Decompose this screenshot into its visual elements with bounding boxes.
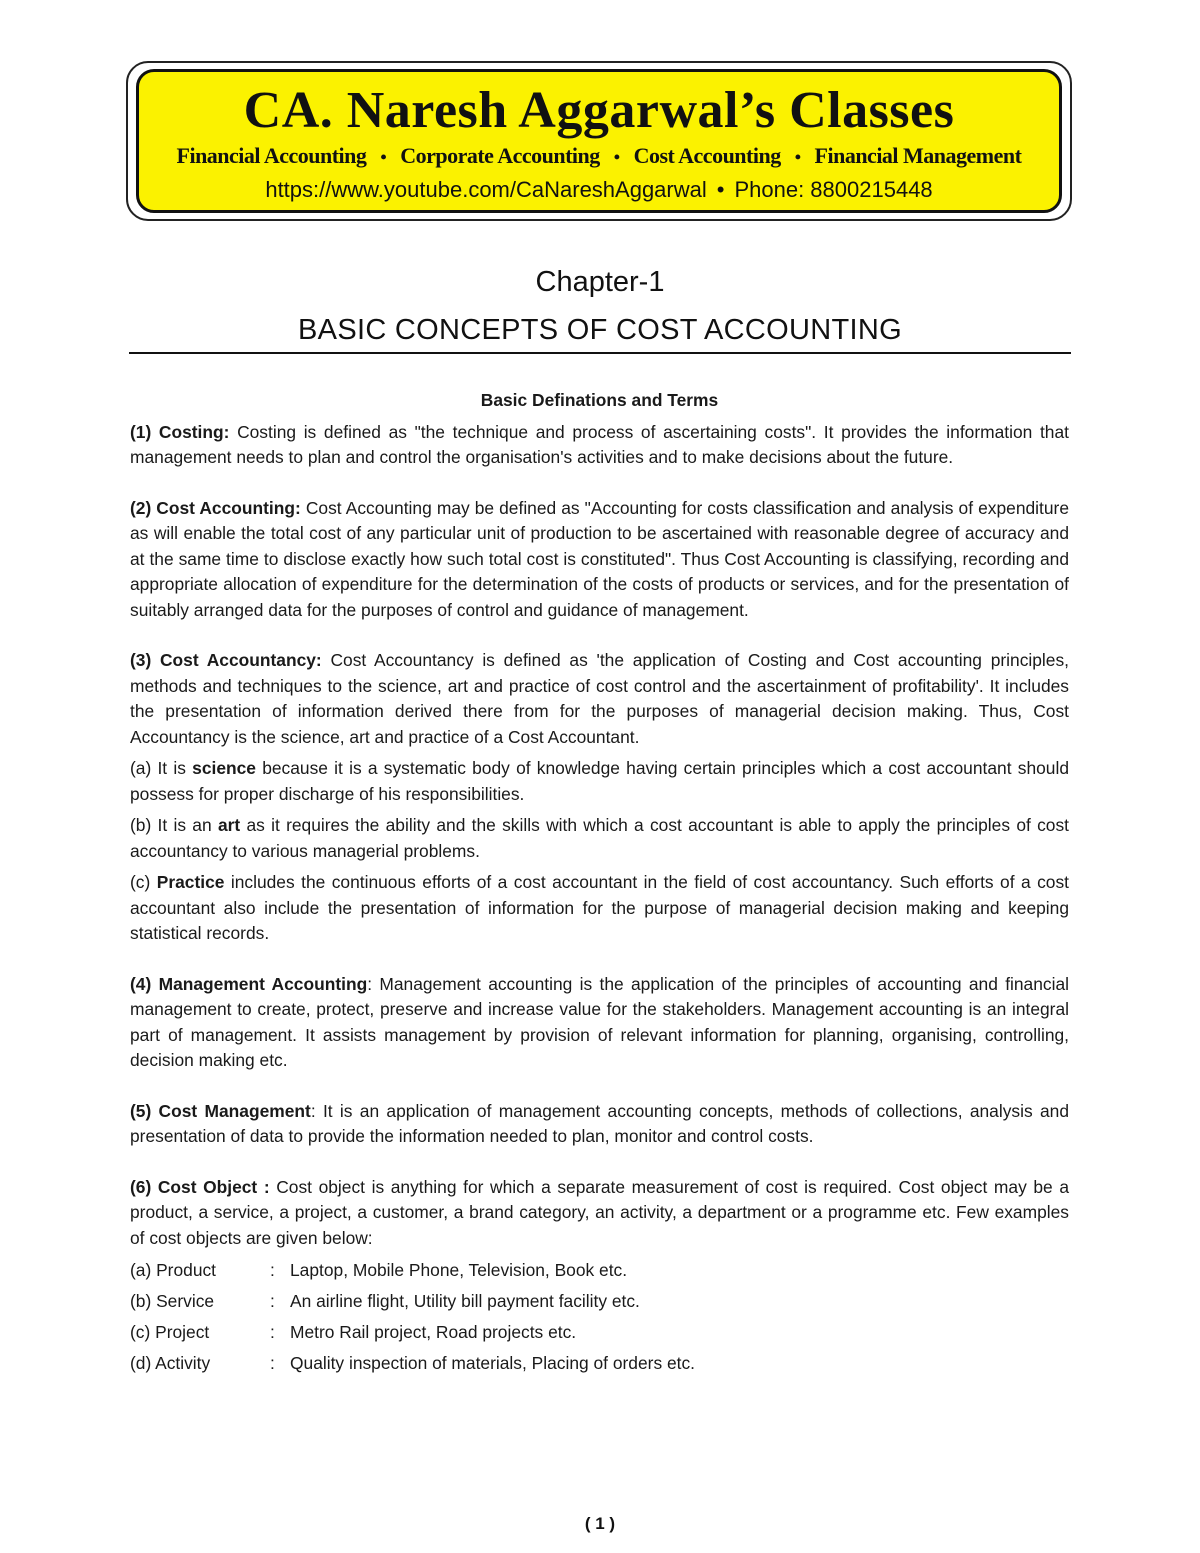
bullet-icon: • <box>380 147 387 167</box>
example-label: (a) Product <box>130 1260 217 1280</box>
definition-term: (4) Management Accounting <box>130 973 368 994</box>
example-colon: : <box>270 1353 275 1373</box>
definition-term: (2) Cost Accounting: <box>130 497 301 518</box>
chapter-title: BASIC CONCEPTS OF COST ACCOUNTING <box>298 314 902 346</box>
example-label: (c) Project <box>130 1322 210 1342</box>
bullet-icon: • <box>716 177 725 202</box>
page-number: ( 1 ) <box>584 1514 616 1533</box>
definition-cost-accounting <box>130 496 1069 624</box>
phone-number: Phone: 8800215448 <box>734 177 933 202</box>
subject-corporate-accounting: Corporate Accounting <box>400 143 600 168</box>
example-colon: : <box>270 1291 275 1311</box>
example-value: An airline flight, Utility bill payment facility etc. <box>290 1291 640 1311</box>
section-heading: Basic Definations and Terms <box>480 390 719 410</box>
bullet-icon: • <box>613 147 620 167</box>
document-body <box>130 388 1069 1379</box>
definition-text: Cost object is anything for which a separate measurement of cost is required. Cost object may be a product, a service, a project, a customer, a brand category, an activity, a department or a programme etc. Few examples of cost objects are given below: <box>130 1176 1069 1248</box>
definition-text: Costing is defined as "the technique and process of ascertaining costs". It provides the information that management needs to plan and control the organisation's activities and to make decisions about the future. <box>130 421 1069 467</box>
example-colon: : <box>270 1322 275 1342</box>
example-value: Laptop, Mobile Phone, Television, Book etc. <box>290 1260 628 1280</box>
definition-term: (1) Costing: <box>130 421 230 442</box>
item-prefix: (a) It is <box>130 758 193 778</box>
chapter-label: Chapter-1 <box>535 266 665 298</box>
definition-term: (5) Cost Management <box>130 1100 311 1121</box>
definition-costing <box>130 420 1069 471</box>
banner-contact <box>139 175 1059 205</box>
example-label: (d) Activity <box>130 1353 211 1373</box>
banner-title: CA. Naresh Aggarwal’s Classes <box>243 82 955 139</box>
item-term: art <box>217 815 241 835</box>
example-colon: : <box>270 1260 275 1280</box>
youtube-link[interactable]: https://www.youtube.com/CaNareshAggarwal <box>265 177 707 202</box>
item-term: science <box>192 758 256 778</box>
definition-text: Cost Accountancy is defined as 'the application of Costing and Cost accounting principles, methods and techniques to the science, art and practice of cost control and the ascertainment of profitability'. It includes the presentation of information derived there from for the purposes of managerial decision making. Thus, Cost Accountancy is the science, art and practice of a Cost Accountant. <box>130 650 1069 747</box>
definition-term: (6) Cost Object : <box>130 1176 270 1197</box>
example-value: Quality inspection of materials, Placing of orders etc. <box>290 1353 696 1373</box>
item-text: includes the continuous efforts of a cost accountant in the field of cost accountancy. Such efforts of a cost accountant also include the presentation of information for the purpose of managerial decision making and keeping statistical records. <box>130 872 1069 943</box>
bullet-icon: • <box>794 147 801 167</box>
item-text: as it requires the ability and the skills with which a cost accountant is able to apply the principles of cost accountancy to various managerial problems. <box>130 815 1069 861</box>
cost-accountancy-science <box>130 756 1069 807</box>
definition-text: : It is an application of management accounting concepts, methods of collections, analysis and presentation of data to provide the information needed to plan, monitor and control costs. <box>130 1100 1069 1146</box>
definition-text: Cost Accounting may be defined as "Accounting for costs classification and analysis of expenditure as will enable the total cost of any particular unit of production to be ascertained with reasonable degree of accuracy and at the same time to disclose exactly how such total cost is constituted". Thus Cost Accounting is classifying, recording and appropriate allocation of expenditure for the determination of the costs of products or services, and for the presentation of suitably arranged data for the purposes of control and guidance of management. <box>130 497 1069 620</box>
item-term: Practice <box>156 872 225 892</box>
subject-cost-accounting: Cost Accounting <box>633 143 781 168</box>
cost-object-example <box>130 1317 1069 1348</box>
cost-accountancy-practice <box>130 870 1069 947</box>
cost-accountancy-art <box>130 813 1069 864</box>
cost-object-example <box>130 1255 1069 1286</box>
item-prefix: (c) <box>130 872 157 892</box>
definition-text: : Management accounting is the application of the principles of accounting and financial management to create, protect, preserve and increase value for the stakeholders. Management accounting is an integral part of management. It assists management by provision of relevant information for planning, organising, controlling, decision making etc. <box>130 973 1069 1070</box>
definition-management-accounting <box>130 972 1069 1074</box>
definition-cost-object <box>130 1175 1069 1252</box>
definition-cost-accountancy <box>130 648 1069 750</box>
subject-financial-accounting: Financial Accounting <box>176 143 367 168</box>
cost-object-example <box>130 1348 1069 1379</box>
example-value: Metro Rail project, Road projects etc. <box>290 1322 577 1342</box>
item-prefix: (b) It is an <box>130 815 218 835</box>
item-text: because it is a systematic body of knowledge having certain principles which a cost accountant should possess for proper discharge of his responsibilities. <box>130 758 1069 804</box>
subject-financial-management: Financial Management <box>814 143 1022 168</box>
definition-cost-management <box>130 1099 1069 1150</box>
title-divider <box>129 352 1071 354</box>
header-banner <box>136 69 1062 213</box>
banner-subjects <box>139 142 1059 171</box>
cost-object-example <box>130 1286 1069 1317</box>
example-label: (b) Service <box>130 1291 215 1311</box>
definition-term: (3) Cost Accountancy: <box>130 650 322 670</box>
